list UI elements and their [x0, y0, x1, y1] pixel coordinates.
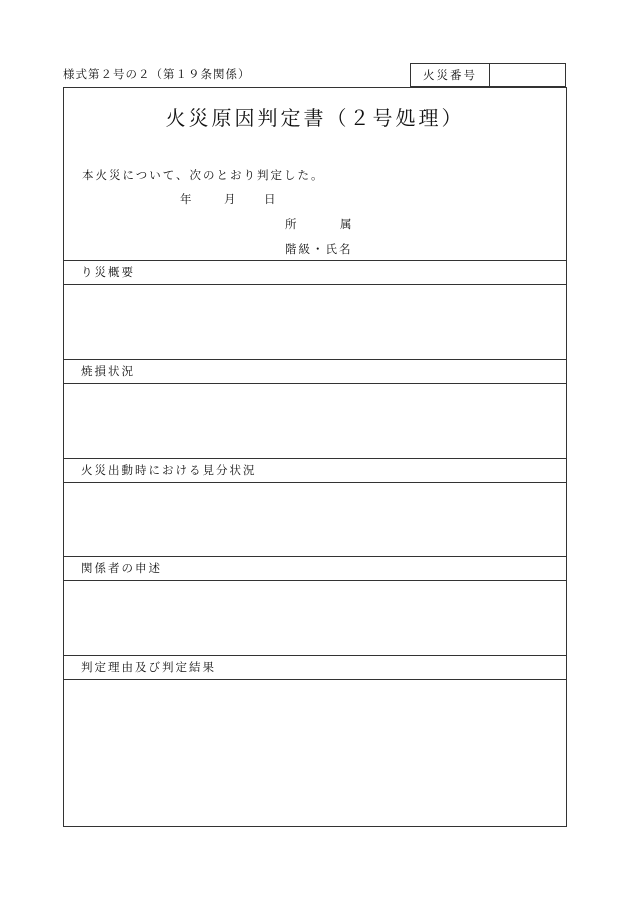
date-month-label: 月	[224, 192, 236, 206]
rank-name-label: 階級・氏名	[285, 242, 353, 256]
fire-number-box	[410, 63, 566, 87]
section-body-damage-overview[interactable]	[64, 285, 566, 359]
statement-text: 本火災について、次のとおり判定した。	[82, 168, 325, 182]
form-code: 様式第２号の２（第１９条関係）	[63, 67, 251, 81]
section-header-judgment: 判定理由及び判定結果	[64, 655, 566, 680]
section-body-burn-status[interactable]	[64, 384, 566, 458]
affiliation-label-1: 所	[285, 217, 297, 231]
fire-number-label: 火災番号	[411, 64, 490, 86]
date-year-label: 年	[180, 192, 192, 206]
section-header-damage-overview: り災概要	[64, 260, 566, 285]
section-header-statements: 関係者の申述	[64, 556, 566, 581]
date-day-label: 日	[264, 192, 276, 206]
fire-number-field[interactable]	[490, 64, 565, 86]
section-body-statements[interactable]	[64, 581, 566, 655]
page-title: 火災原因判定書（２号処理）	[165, 106, 465, 130]
section-header-inspection-status: 火災出動時における見分状況	[64, 458, 566, 483]
section-body-inspection-status[interactable]	[64, 483, 566, 556]
judgment-form	[63, 87, 567, 827]
section-header-burn-status: 焼損状況	[64, 359, 566, 384]
affiliation-label-2: 属	[340, 217, 352, 231]
section-body-judgment[interactable]	[64, 680, 566, 826]
